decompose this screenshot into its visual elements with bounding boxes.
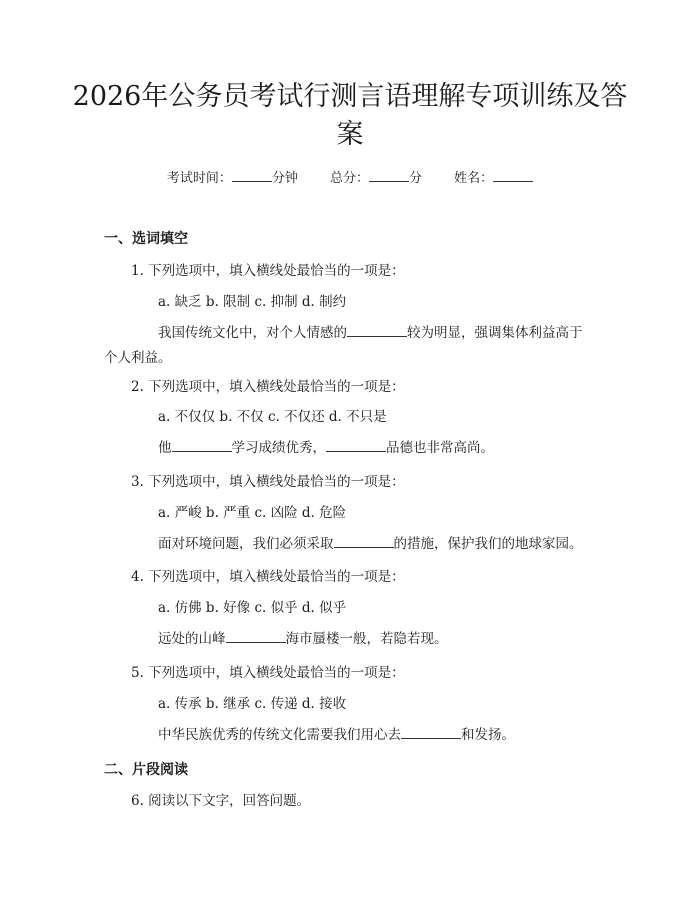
student-name-label: 姓名： [454,171,494,186]
question-2-text-c: 品德也非常高尚。 [386,440,494,456]
question-3-text-b: 的措施，保护我们的地球家园。 [393,536,583,552]
exam-time-label: 考试时间： [166,171,232,186]
exam-time [167,168,298,189]
question-2-prompt: 2. 下列选项中，填入横线处最恰当的一项是： [131,379,405,395]
question-2-text-a: 他 [158,440,172,456]
question-3-text-a: 面对环境问题，我们必须采取 [158,536,334,552]
question-5-text-a: 中华民族优秀的传统文化需要我们用心去 [158,727,401,743]
question-3-prompt: 3. 下列选项中，填入横线处最恰当的一项是： [131,474,405,490]
page-title: 2026年公务员考试行测言语理解专项训练及答案 [72,81,628,150]
answer-blank [172,437,232,452]
question-2-sentence [104,436,594,461]
question-4-text-a: 远处的山峰 [158,631,226,647]
question-1-text-a: 我国传统文化中，对个人情感的 [158,325,347,341]
exam-info-line [0,168,700,189]
question-5-text-b: 和发扬。 [461,727,515,743]
total-score [330,168,422,189]
question-3-sentence [104,532,594,557]
total-score-unit: 分 [409,171,423,186]
answer-blank [226,628,286,643]
question-5-sentence [104,723,594,748]
exam-time-unit: 分钟 [271,171,298,186]
question-1-prompt: 1. 下列选项中，填入横线处最恰当的一项是： [131,263,405,279]
total-score-blank [369,168,409,182]
question-5-options: a. 传承 b. 继承 c. 传递 d. 接收 [158,696,347,712]
question-4-prompt: 4. 下列选项中，填入横线处最恰当的一项是： [131,569,405,585]
question-4-text-b: 海市蜃楼一般，若隐若现。 [285,631,448,647]
student-name [454,168,533,189]
question-3-options: a. 严峻 b. 严重 c. 凶险 d. 危险 [158,505,347,521]
question-4-options: a. 仿佛 b. 好像 c. 似乎 d. 似乎 [158,600,347,616]
answer-blank [334,533,394,548]
question-6-prompt: 6. 阅读以下文字，回答问题。 [131,793,311,809]
question-2-text-b: 学习成绩优秀， [231,440,326,456]
answer-blank [401,724,461,739]
answer-blank [347,322,407,337]
total-score-label: 总分： [329,171,369,186]
section-heading-2: 二、片段阅读 [104,762,188,778]
answer-blank [326,437,386,452]
question-4-sentence [104,627,594,652]
question-1-sentence [104,321,594,371]
section-heading-1: 一、选词填空 [104,231,188,247]
question-1-options: a. 缺乏 b. 限制 c. 抑制 d. 制约 [158,294,347,310]
question-5-prompt: 5. 下列选项中，填入横线处最恰当的一项是： [131,665,405,681]
question-1-text-b: 较为明显，强调集体利益高于个人利益。 [104,325,583,366]
student-name-blank [493,168,533,182]
exam-time-blank [232,168,272,182]
question-2-options: a. 不仅仅 b. 不仅 c. 不仅还 d. 不只是 [158,409,387,425]
